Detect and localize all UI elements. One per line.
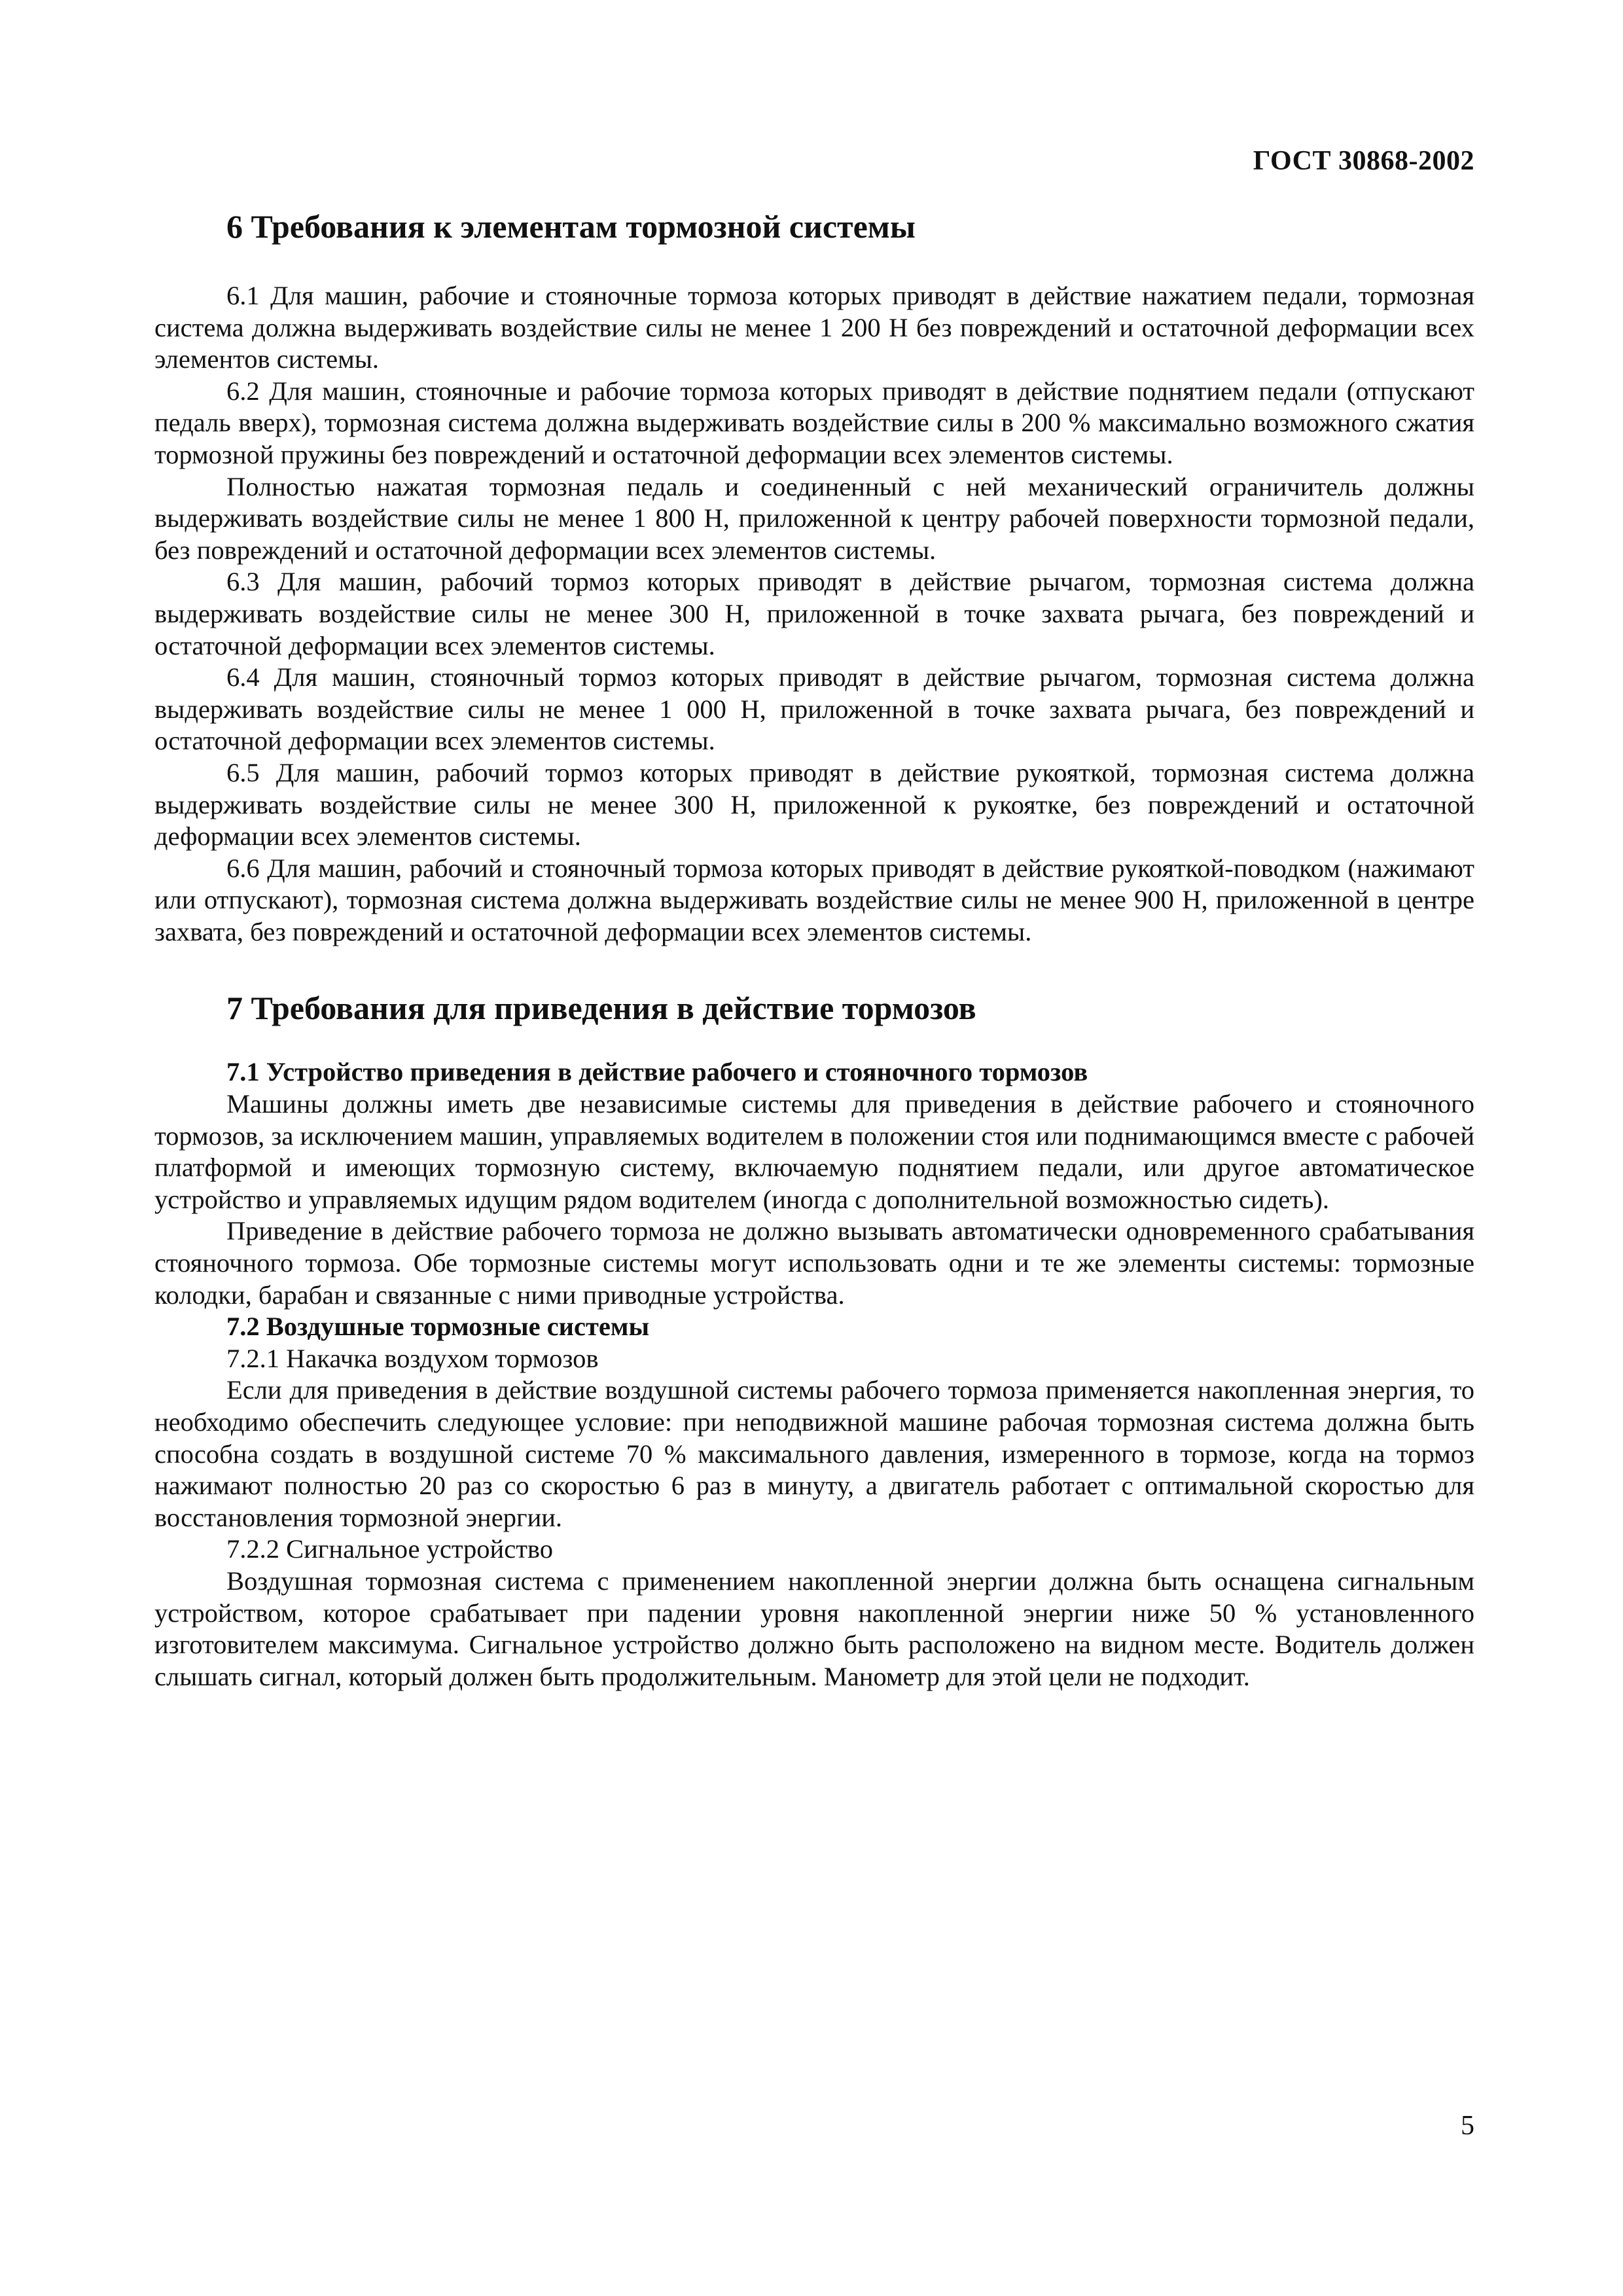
paragraph-6-2-pedal: Полностью нажатая тормозная педаль и соединенный с ней механический ограничитель должны выдерживать воздействие силы не менее 1 800 Н, приложенной к центру рабочей поверхности тормозной педали, без повреждений и остаточной деформации всех элементов системы. [154, 471, 1474, 565]
subsection-7-2-heading: 7.2 Воздушные тормозные системы [226, 1312, 650, 1342]
paragraph-6-3: 6.3 Для машин, рабочий тормоз которых приводят в действие рычагом, тормозная система должна выдерживать воздействие силы не менее 300 Н, приложенной в точке захвата рычага, без повреждений и остаточной деформации всех элементов системы. [154, 567, 1474, 660]
paragraph-7-1-a: Машины должны иметь две независимые системы для приведения в действие рабочего и стояночного тормозов, за исключением машин, управляемых водителем в положении стоя или поднимающимся вместе с рабочей платформой и имеющих тормозную систему, включаемую поднятием педали, или другое автоматическое устройство и управляемых идущим рядом водителем (иногда с дополнительной возможностью сидеть). [154, 1089, 1474, 1214]
section-7-title: 7 Требования для приведения в действие тормозов [226, 990, 976, 1027]
paragraph-6-6: 6.6 Для машин, рабочий и стояночный тормоза которых приводят в действие рукояткой-поводком (нажимают или отпускают), тормозная система должна выдерживать воздействие силы не менее 900 Н, приложенной в центре захвата, без повреждений и остаточной деформации всех элементов системы. [154, 853, 1474, 946]
paragraph-7-2-2: Воздушная тормозная система с применением накопленной энергии должна быть оснащена сигнальным устройством, которое срабатывает при падении уровня накопленной энергии ниже 50 % установленного изготовителем максимума. Сигнальное устройство должно быть расположено на видном месте. Водитель должен слышать сигнал, который должен быть продолжительным. Манометр для этой цели не подходит. [154, 1566, 1474, 1691]
subsection-7-1-heading: 7.1 Устройство приведения в действие рабочего и стояночного тормозов [226, 1057, 1088, 1087]
page-number: 5 [1461, 2111, 1474, 2141]
paragraph-7-2-1: Если для приведения в действие воздушной системы рабочего тормоза применяется накопленная энергия, то необходимо обеспечить следующее условие: при неподвижной машине рабочая тормозная система должна быть способна создать в воздушной системе 70 % максимального давления, измеренного в тормозе, когда на тормоз нажимают полностью 20 раз со скоростью 6 раз в минуту, а двигатель работает с оптимальной скоростью для восстановления тормозной энергии. [154, 1375, 1474, 1532]
page-content [154, 207, 1474, 1693]
paragraph-7-1-b: Приведение в действие рабочего тормоза не должно вызывать автоматически одновременного срабатывания стояночного тормоза. Обе тормозные системы могут использовать одни и те же элементы системы: тормозные колодки, барабан и связанные с ними приводные устройства. [154, 1216, 1474, 1310]
document-code: ГОСТ 30868-2002 [1253, 146, 1474, 176]
paragraph-6-1: 6.1 Для машин, рабочие и стояночные тормоза которых приводят в действие нажатием педали, тормозная система должна выдерживать воздействие силы не менее 1 200 Н без повреждений и остаточной деформации всех элементов системы. [154, 281, 1474, 374]
subsection-7-2-2-heading: 7.2.2 Сигнальное устройство [226, 1534, 553, 1564]
paragraph-6-4: 6.4 Для машин, стояночный тормоз которых приводят в действие рычагом, тормозная система должна выдерживать воздействие силы не менее 1 000 Н, приложенной в точке захвата рычага, без повреждений и остаточной деформации всех элементов системы. [154, 662, 1474, 756]
section-6-title: 6 Требования к элементам тормозной системы [226, 208, 916, 245]
paragraph-6-2: 6.2 Для машин, стояночные и рабочие тормоза которых приводят в действие поднятием педали (отпускают педаль вверх), тормозная система должна выдерживать воздействие силы в 200 % максимально возможного сжатия тормозной пружины без повреждений и остаточной деформации всех элементов системы. [154, 376, 1474, 469]
subsection-7-2-1-heading: 7.2.1 Накачка воздухом тормозов [226, 1343, 599, 1373]
paragraph-6-5: 6.5 Для машин, рабочий тормоз которых приводят в действие рукояткой, тормозная система должна выдерживать воздействие силы не менее 300 Н, приложенной к рукоятке, без повреждений и остаточной деформации всех элементов системы. [154, 757, 1474, 852]
